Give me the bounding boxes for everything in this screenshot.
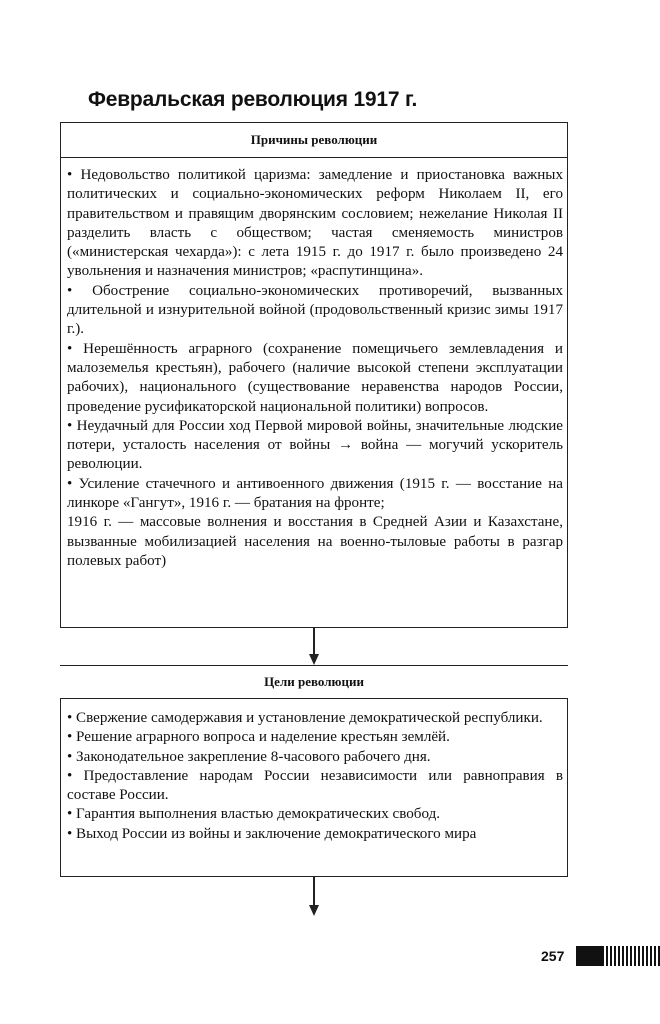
causes-box [60,122,568,628]
list-item: • Нерешённость аграрного (сохранение помещичьего землевладения и малоземелья крестьян), рабочего (наличие высокой степени эксплуатации рабочих), национального (существование неравенства народов России, проведение русификаторской национальной политики) вопросов. [67,340,563,415]
page-number: 257 [541,948,565,964]
list-item: • Гарантия выполнения властью демократических свобод. [67,806,441,823]
list-item: • Неудачный для России ход Первой мировой войны, значительные людские потери, усталость населения от войны → война — могучий ускоритель революции. [67,417,563,473]
list-item: • Предоставление народам России независимости или равноправия в составе России. [67,767,563,804]
list-item: • Законодательное закрепление 8-часового рабочего дня. [67,748,431,765]
flow-arrow-line [313,628,315,656]
goals-header: Цели революции [264,674,364,689]
page-title: Февральская революция 1917 г. [88,88,418,111]
flow-arrow-down-icon [309,905,319,916]
goals-list [61,699,567,850]
list-item: • Обострение социально-экономических противоречий, вызванных длительной и изнурительной войной (продовольственный кризис зимы 1917 г.). [67,282,563,338]
list-item: 1916 г. — массовые волнения и восстания в Средней Азии и Казахстане, вызванные мобилизацией населения на военно-тыловые работы в разгар полевых работ) [67,514,563,569]
flow-arrow-line [313,877,315,907]
causes-list [61,158,567,577]
list-item: • Выход России из войны и заключение демократического мира [67,825,477,842]
list-item: • Недовольство политикой царизма: замедление и приостановка важных политических и социально-экономических реформ Николаем II, его правительством и правящим дворянским сословием; нежелание Николая II разделить власть с обществом; частая сменяемость министров («министерская чехарда»): с лета 1915 г. до 1917 г. было произведено 24 увольнения и назначения министров; «распутинщина». [67,167,563,280]
flow-arrow-down-icon [309,654,319,665]
list-item: • Свержение самодержавия и установление демократической республики. [67,710,543,726]
causes-header: Причины революции [61,123,567,158]
list-item: • Решение аграрного вопроса и наделение крестьян землёй. [67,729,450,746]
list-item: • Усиление стачечного и антивоенного движения (1915 г. — восстание на линкоре «Гангут», 1916 г. — братания на фронте; [67,475,563,512]
goals-box [60,698,568,877]
page-bar-decoration [576,946,660,966]
